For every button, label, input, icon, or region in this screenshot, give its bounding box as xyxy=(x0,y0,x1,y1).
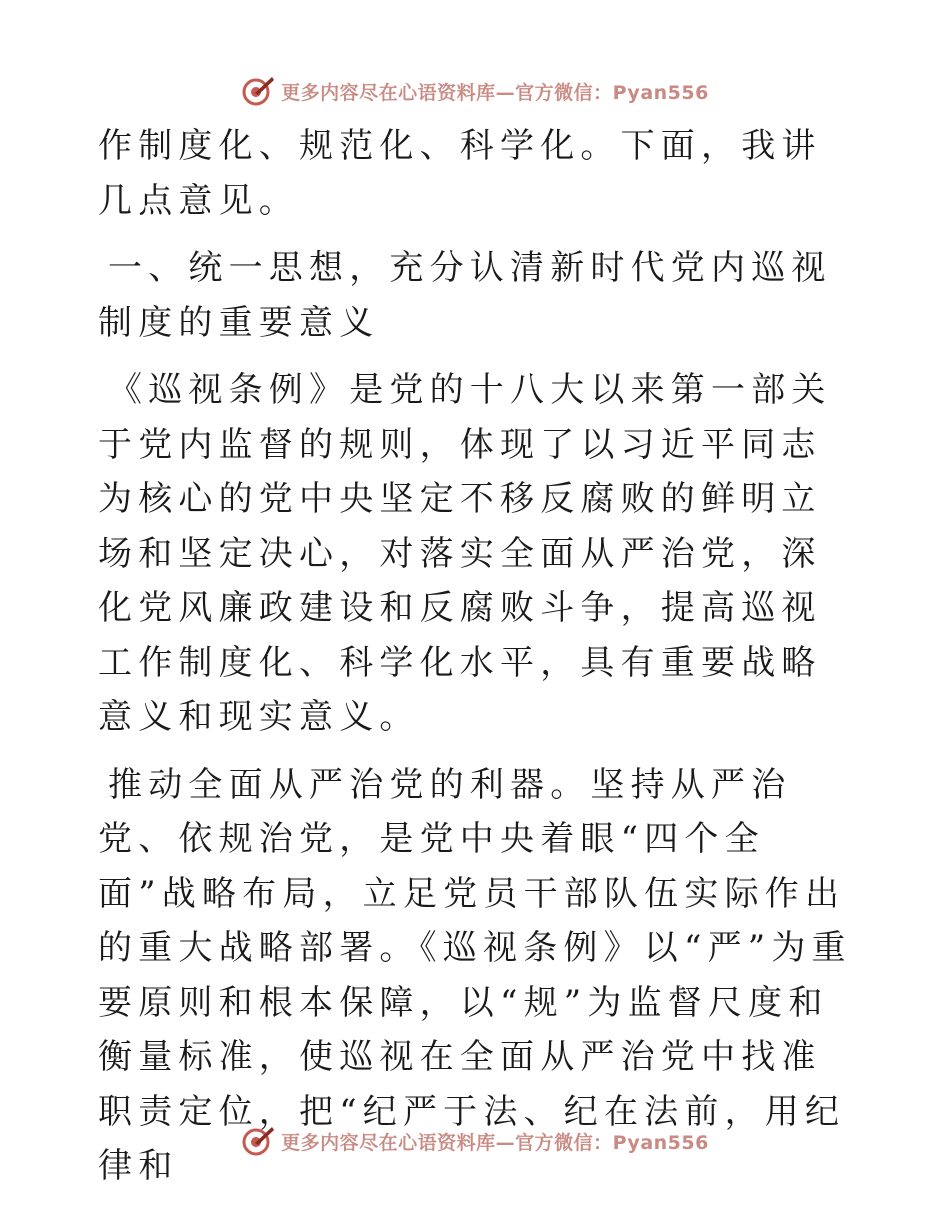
paragraph-2: 《巡视条例》是党的十八大以来第一部关于党内监督的规则，体现了以习近平同志为核心的党中央坚定不移反腐败的鲜明立场和坚定决心，对落实全面从严治党，深化党风廉政建设和反腐败斗争，提高巡视工作制度化、科学化水平，具有重要战略意义和现实意义。 xyxy=(98,370,832,737)
pen-logo-icon xyxy=(241,74,275,108)
watermark-text: 更多内容尽在心语资料库—官方微信：Pyan556 xyxy=(281,1131,709,1154)
footer-watermark xyxy=(0,1124,950,1158)
paragraph-1: 作制度化、规范化、科学化。下面，我讲几点意见。 xyxy=(98,126,822,221)
paragraph-3: 推动全面从严治党的利器。坚持从严治党、依规治党，是党中央着眼“四个全面”战略布局，立足党员干部队伍实际作出的重大战略部署。《巡视条例》以“严”为重要原则和根本保障，以“规”为监督尺度和衡量标准，使巡视在全面从严治党中找准职责定位，把“纪严于法、纪在法前，用纪律和 xyxy=(98,764,852,1186)
header-watermark xyxy=(0,74,950,108)
section-heading: 一、统一思想，充分认清新时代党内巡视制度的重要意义 xyxy=(98,248,832,343)
pen-logo-icon xyxy=(241,1124,275,1158)
watermark-text: 更多内容尽在心语资料库—官方微信：Pyan556 xyxy=(281,81,709,104)
document-body xyxy=(98,119,858,1207)
